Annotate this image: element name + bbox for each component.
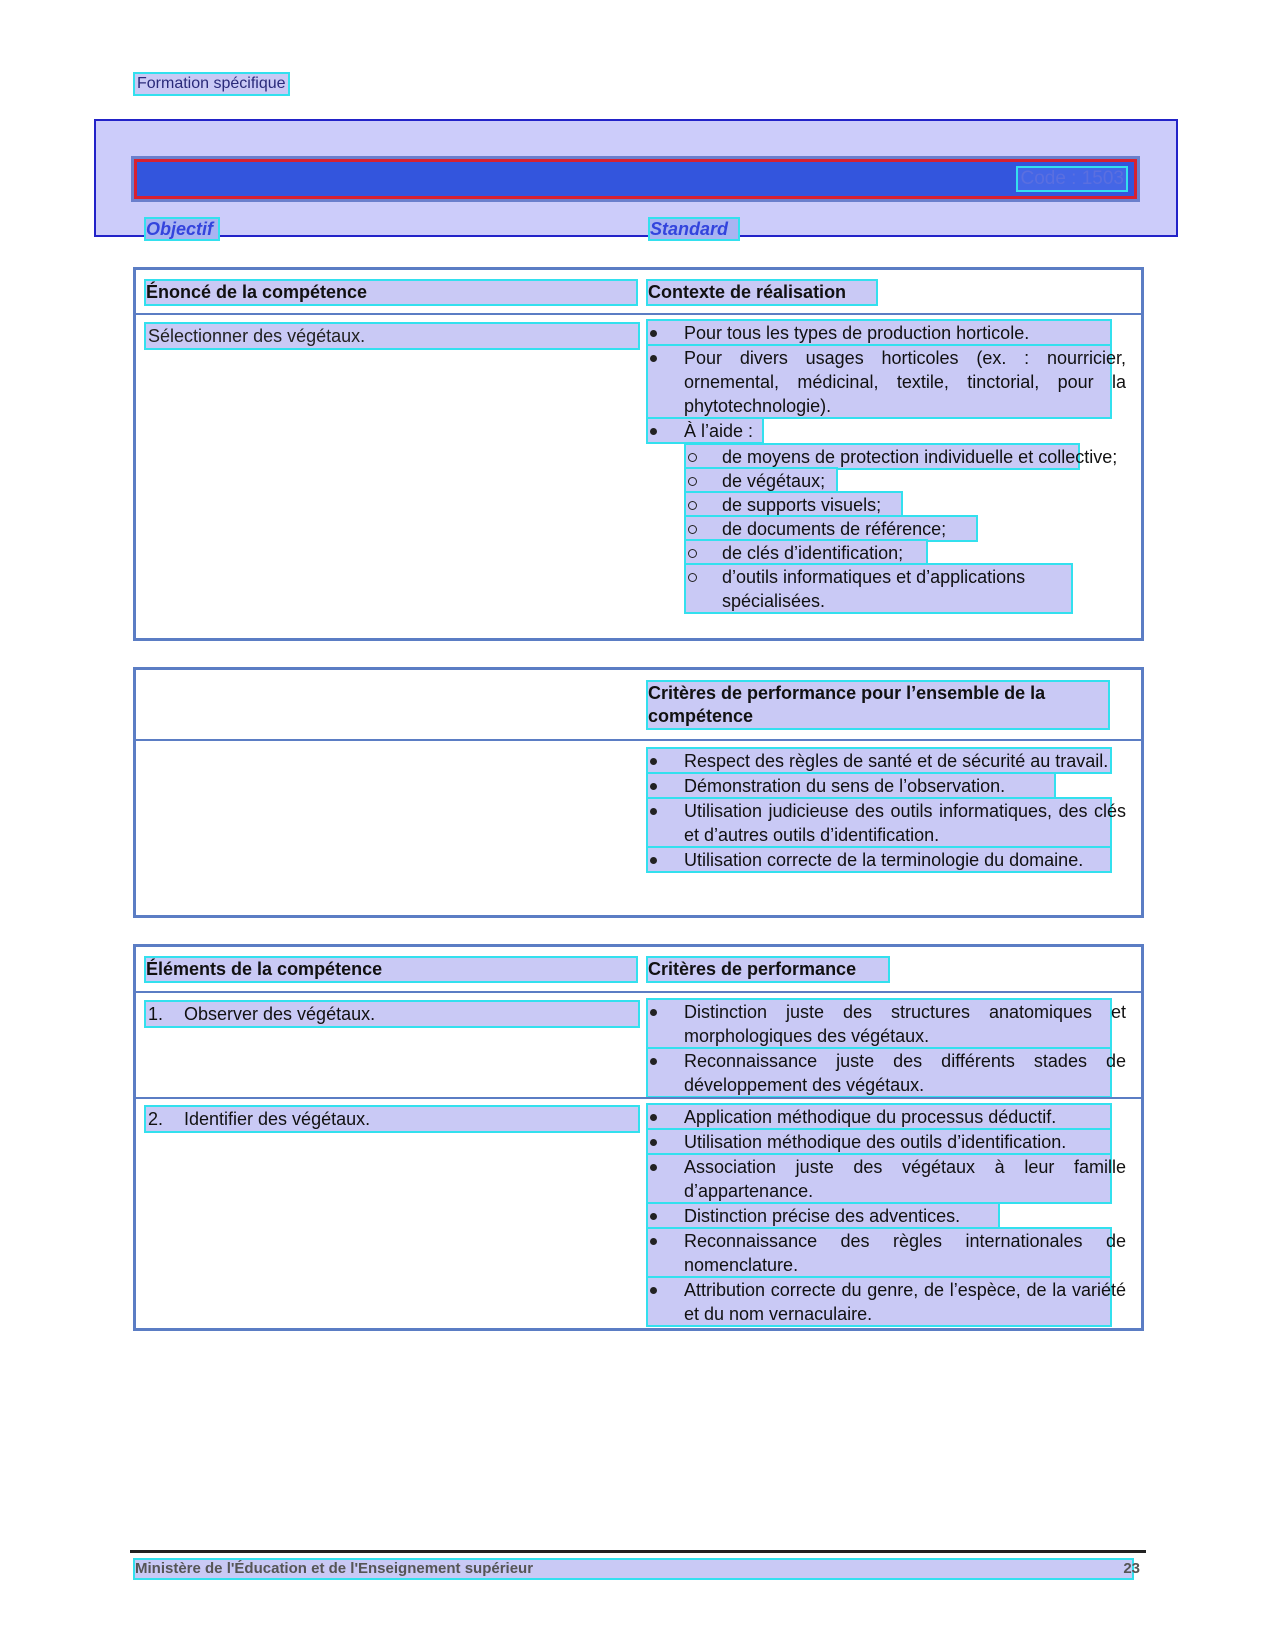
list-item: de supports visuels; [648,493,1126,517]
aid-list [648,445,1126,613]
list-item: Respect des règles de santé et de sécurité au travail. [648,749,1126,773]
elements-header: Éléments de la compétence [146,958,636,981]
section3-header [136,947,1141,993]
page-number: 23 [1123,1560,1140,1577]
list-item: de documents de référence; [648,517,1126,541]
element-row-2: 2. Identifier des végétaux. [146,1107,638,1131]
list-item: À l’aide : [648,419,1126,443]
standard-label: Standard [650,219,738,239]
list-item: Distinction précise des adventices. [648,1204,1126,1228]
criteria-list-1 [648,1000,1126,1097]
global-criteria-section [133,667,1144,918]
list-item: Application méthodique du processus déductif. [648,1105,1126,1129]
list-item: Utilisation judicieuse des outils informatiques, des clés et d’autres outils d’identification. [648,799,1126,847]
list-item: Association juste des végétaux à leur famille d’appartenance. [648,1155,1126,1203]
criteria-list-2 [648,1105,1126,1326]
statement-context-section [133,267,1144,641]
list-item: Utilisation correcte de la terminologie du domaine. [648,848,1126,872]
section1-header [136,270,1141,315]
competency-code: Code : 1503 [1020,168,1124,189]
list-item: de végétaux; [648,469,1126,493]
list-item: de clés d’identification; [648,541,1126,565]
statement-header: Énoncé de la compétence [146,281,636,304]
list-item: Démonstration du sens de l’observation. [648,774,1126,798]
section2-header [136,670,1141,741]
competency-banner [94,119,1178,237]
list-item: Distinction juste des structures anatomiques et morphologiques des végétaux. [648,1000,1126,1048]
context-list [648,321,1126,443]
list-item: Reconnaissance des règles internationales de nomenclature. [648,1229,1126,1277]
criteria-header: Critères de performance [648,958,888,981]
objective-label: Objectif [146,219,218,239]
context-header: Contexte de réalisation [648,281,876,304]
code-bar [134,159,1137,199]
footer-ministry: Ministère de l'Éducation et de l'Enseignement supérieur [135,1560,1132,1578]
list-item: Pour tous les types de production horticole. [648,321,1126,345]
global-criteria-header: Critères de performance pour l’ensemble de la compétence [648,682,1108,728]
list-item: Attribution correcte du genre, de l’espèce, de la variété et du nom vernaculaire. [648,1278,1126,1326]
list-item: de moyens de protection individuelle et collective; [648,445,1126,469]
global-criteria-list [648,749,1126,872]
list-item: Utilisation méthodique des outils d’identification. [648,1130,1126,1154]
element-row-1: 1. Observer des végétaux. [146,1002,638,1026]
list-item: Pour divers usages horticoles (ex. : nourricier, ornemental, médicinal, textile, tinctorial, pour la phytotechnologie). [648,346,1126,418]
list-item: d’outils informatiques et d’applications spécialisées. [648,565,1126,613]
footer-rule [130,1550,1146,1553]
list-item: Reconnaissance juste des différents stades de développement des végétaux. [648,1049,1126,1097]
page-header-label: Formation spécifique [137,75,286,92]
competency-statement: Sélectionner des végétaux. [146,324,638,348]
elements-criteria-section [133,944,1144,1331]
